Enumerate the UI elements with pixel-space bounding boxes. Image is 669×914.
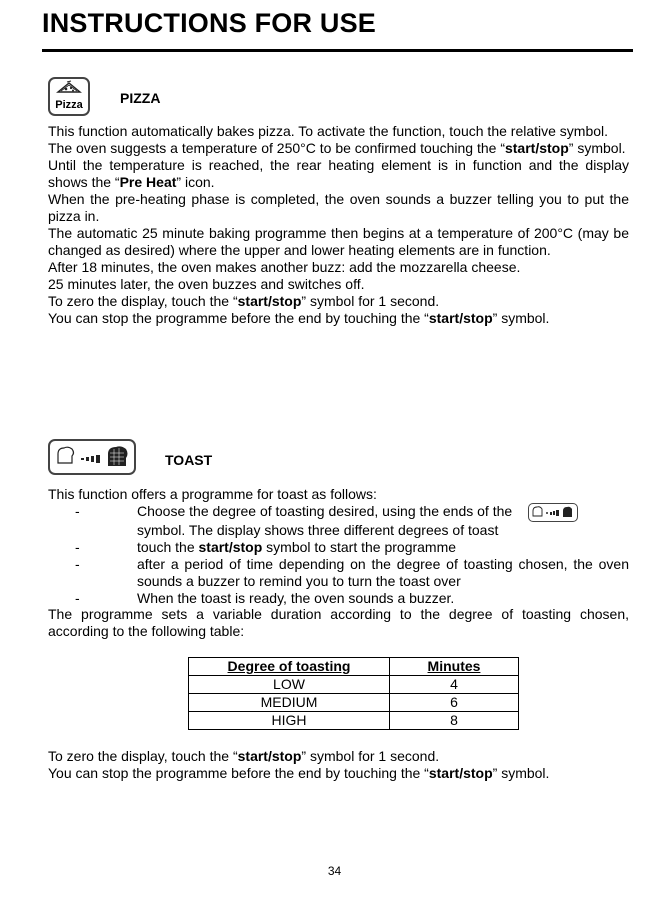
title-divider [42,49,633,52]
table-cell: HIGH [189,712,390,730]
table-cell: 6 [390,694,519,712]
pizza-paragraph: The oven suggests a temperature of 250°C to be confirmed touching the “start/stop” symbol. [48,140,626,156]
list-item: - Choose the degree of toasting desired, using the ends of the [48,503,629,522]
list-item: - touch the start/stop symbol to start the programme [75,539,457,555]
pizza-description [48,123,629,327]
toast-heading: TOAST [165,452,213,468]
pizza-paragraph: When the pre-heating phase is completed, the oven sounds a buzzer telling you to put the pizza in. [48,191,629,224]
toast-icon-graphic [50,441,134,473]
list-item: symbol. The display shows three different degrees of toast [137,522,499,538]
toast-icon [48,439,136,475]
list-item: - When the toast is ready, the oven sounds a buzzer. [75,590,455,606]
table-header-row [189,658,519,676]
toasting-table [188,657,519,730]
pizza-paragraph: The automatic 25 minute baking programme then begins at a temperature of 200°C (may be changed as desired) where the upper and lower heating elements are in function. [48,225,629,258]
pizza-paragraph: To zero the display, touch the “start/stop” symbol for 1 second. [48,293,440,309]
pizza-heading: PIZZA [120,90,161,106]
pizza-icon-graphic [50,79,88,114]
pizza-paragraph: This function automatically bakes pizza. To activate the function, touch the relative symbol. [48,123,609,139]
toast-intro [48,486,629,503]
pizza-icon-label: Pizza [55,99,83,111]
table-cell: 8 [390,712,519,730]
table-row [189,712,519,730]
toast-table-intro [48,606,629,640]
table-header: Degree of toasting [189,658,390,676]
table-header: Minutes [390,658,519,676]
pizza-icon [48,77,90,116]
page-number: 34 [327,864,342,878]
toast-closing-paragraph: To zero the display, touch the “start/stop” symbol for 1 second. [48,748,440,764]
toast-intro-text: This function offers a programme for toast as follows: [48,486,377,502]
pizza-paragraph: After 18 minutes, the oven makes another buzz: add the mozzarella cheese. [48,259,521,275]
toast-degree-icon [528,503,578,522]
list-item: - after a period of time depending on the degree of toasting chosen, the oven sounds a buzzer to remind you to turn the toast over [75,556,629,589]
table-row [189,694,519,712]
pizza-paragraph: 25 minutes later, the oven buzzes and switches off. [48,276,365,292]
pizza-paragraph: You can stop the programme before the end by touching the “start/stop” symbol. [48,310,550,326]
table-cell: 4 [390,676,519,694]
table-cell: MEDIUM [189,694,390,712]
page-title: INSTRUCTIONS FOR USE [42,8,377,38]
toast-table-intro-text: The programme sets a variable duration according to the degree of toasting chosen, according to the following table: [48,606,629,639]
toast-closing-paragraph: You can stop the programme before the end by touching the “start/stop” symbol. [48,765,550,781]
table-cell: LOW [189,676,390,694]
toast-closing-text [48,748,629,782]
pizza-paragraph: Until the temperature is reached, the rear heating element is in function and the display shows the “Pre Heat” icon. [48,157,629,190]
table-row [189,676,519,694]
toast-steps-list [48,503,629,607]
